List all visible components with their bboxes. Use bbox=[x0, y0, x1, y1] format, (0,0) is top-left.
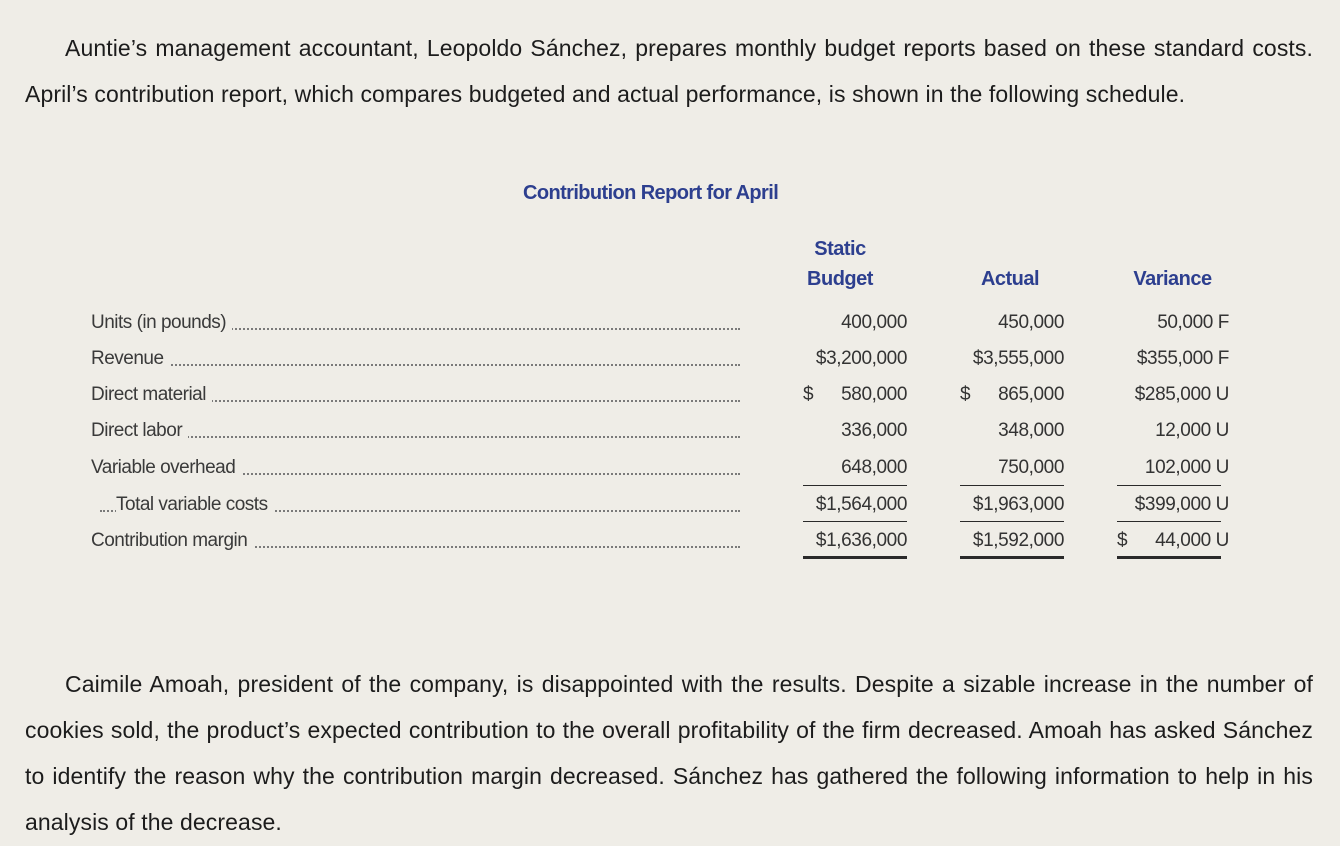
final-total-rule bbox=[960, 556, 1064, 559]
column-header-actual: Actual bbox=[980, 268, 1040, 290]
closing-paragraph: Caimile Amoah, president of the company, is disappointed with the results. Despite a sizable increase in the number of cookies sold, the product’s expected contribution to the overall profitability of the firm decreased. Amoah has asked Sánchez to identify the reason why the contribution margin decreased. Sánchez has gathered the following information to help in his analysis of the decrease. bbox=[25, 671, 1313, 835]
actual-value: 450,000 bbox=[998, 312, 1064, 333]
row-label: Revenue bbox=[91, 341, 170, 377]
final-total-rule bbox=[803, 556, 907, 559]
static-budget-value: $3,200,000 bbox=[815, 348, 907, 369]
table-row-direct-labor bbox=[0, 413, 1340, 449]
variance-value: 50,000 F bbox=[1157, 312, 1229, 333]
subtotal-rule bbox=[960, 485, 1064, 486]
variance-value: 44,000 U bbox=[1155, 530, 1229, 551]
static-budget-value: 648,000 bbox=[841, 457, 907, 478]
actual-value: $3,555,000 bbox=[972, 348, 1064, 369]
total-rule bbox=[960, 521, 1064, 522]
intro-paragraph: Auntie’s management accountant, Leopoldo Sánchez, prepares monthly budget reports based on these standard costs. April’s contribution report, which compares budgeted and actual performance, is shown in the following schedule. bbox=[25, 35, 1313, 107]
table-row-total-variable-costs bbox=[0, 487, 1340, 523]
table-row-contribution-margin: Contribution margin $1,636,000 $1,592,000 $ 44,000 U bbox=[0, 523, 1340, 559]
variance-value: $355,000 F bbox=[1136, 348, 1229, 369]
row-label: Variable overhead bbox=[91, 450, 241, 486]
table-row-variable-overhead bbox=[0, 450, 1340, 486]
actual-value: 750,000 bbox=[998, 457, 1064, 478]
row-label: Total variable costs bbox=[116, 487, 274, 523]
subtotal-rule bbox=[1117, 485, 1221, 486]
report-title: Contribution Report for April bbox=[523, 182, 779, 204]
actual-value: 348,000 bbox=[998, 420, 1064, 441]
static-budget-value: $1,564,000 bbox=[815, 494, 907, 515]
actual-value: $1,963,000 bbox=[972, 494, 1064, 515]
actual-value: $1,592,000 bbox=[972, 530, 1064, 551]
final-total-rule bbox=[1117, 556, 1221, 559]
static-budget-value: $1,636,000 bbox=[815, 530, 907, 551]
variance-value: 12,000 U bbox=[1155, 420, 1229, 441]
static-budget-value: 400,000 bbox=[841, 312, 907, 333]
table-row-units bbox=[0, 305, 1340, 341]
column-header-variance: Variance bbox=[1133, 268, 1212, 290]
variance-value: $285,000 U bbox=[1134, 384, 1229, 405]
total-rule bbox=[1117, 521, 1221, 522]
column-header-static-budget: Static Budget bbox=[807, 238, 873, 290]
row-label: Contribution margin bbox=[91, 523, 253, 559]
row-label: Direct labor bbox=[91, 413, 188, 449]
row-label: Units (in pounds) bbox=[91, 305, 232, 341]
row-label: Direct material bbox=[91, 377, 212, 413]
variance-value: 102,000 U bbox=[1144, 457, 1229, 478]
table-row-revenue bbox=[0, 341, 1340, 377]
variance-value: $399,000 U bbox=[1134, 494, 1229, 515]
table-row-direct-material: Direct material $ 580,000 $ 865,000 $285,000 U bbox=[0, 377, 1340, 413]
subtotal-rule bbox=[803, 485, 907, 486]
total-rule bbox=[803, 521, 907, 522]
actual-value: 865,000 bbox=[998, 384, 1064, 405]
static-budget-value: 580,000 bbox=[841, 384, 907, 405]
static-budget-value: 336,000 bbox=[841, 420, 907, 441]
